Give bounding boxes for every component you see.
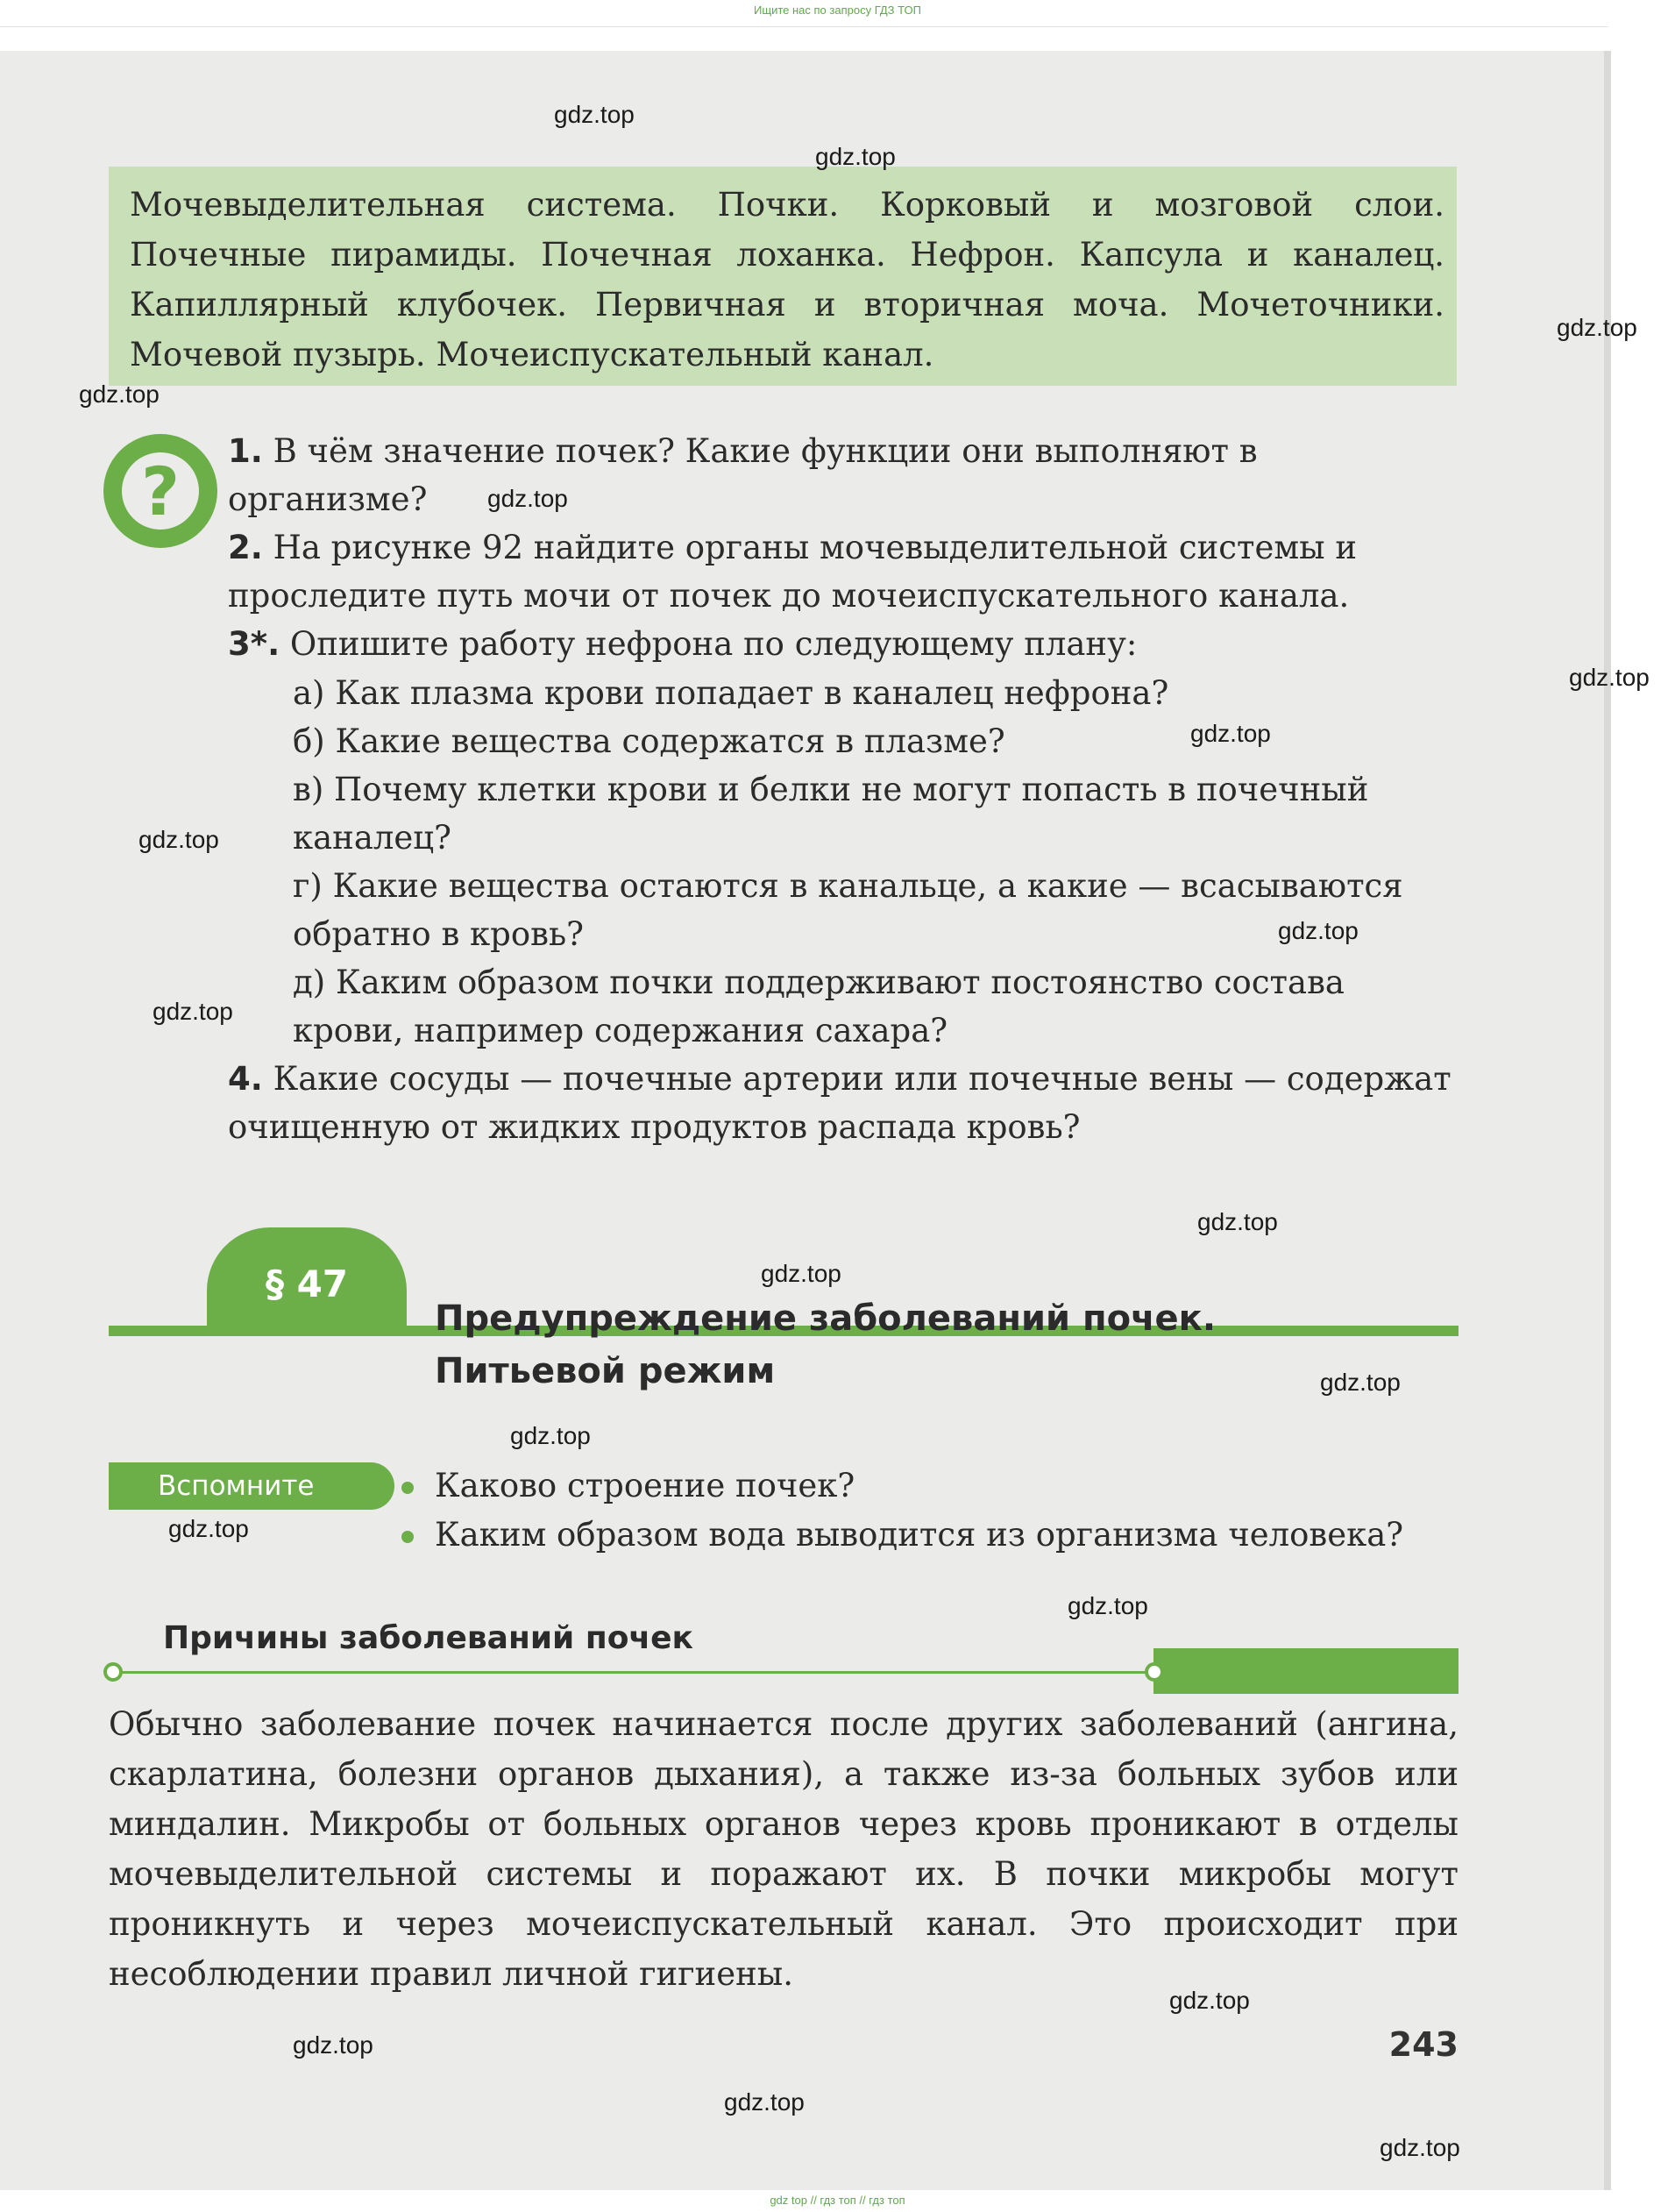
watermark: gdz.top	[138, 826, 219, 853]
watermark: gdz.top	[761, 1260, 841, 1287]
question-mark-icon: ?	[103, 434, 217, 548]
top-banner: Ищите нас по запросу ГДЗ ТОП	[754, 4, 921, 17]
watermark: gdz.top	[1557, 314, 1637, 341]
question-4	[228, 1055, 1457, 1151]
watermark: gdz.top	[1197, 1208, 1278, 1235]
question-text: Опишите работу нефрона по следующему плану:	[289, 625, 1138, 663]
question-text: Какие сосуды — почечные артерии или почечные вены — содержат очищенную от жидких продуктов распада кровь?	[228, 1060, 1451, 1146]
subheading: Причины заболеваний почек	[163, 1620, 693, 1656]
top-divider	[0, 26, 1608, 27]
watermark: gdz.top	[1190, 720, 1271, 747]
watermark: gdz.top	[487, 485, 568, 512]
question-text: В чём значение почек? Какие функции они выполняют в организме?	[228, 432, 1258, 518]
question-3c: в) Почему клетки крови и белки не могут попасть в почечный каналец?	[293, 771, 1369, 857]
question-3d: г) Какие вещества остаются в канальце, а какие — всасываются обратно в кровь?	[293, 867, 1403, 953]
watermark: gdz.top	[1068, 1592, 1148, 1619]
section-title-line-2: Питьевой режим	[435, 1351, 776, 1391]
question-number: 2.	[228, 529, 263, 566]
watermark: gdz.top	[510, 1422, 591, 1449]
body-paragraph: Обычно заболевание почек начинается после других заболеваний (ангина, скарлатина, болезни органов дыхания), а также из-за больных зубов или миндалин. Микробы от больных органов через кровь проникают в отделы мочевыделительной системы и поражают их. В почки микробы могут проникнуть и через мочеиспускательный канал. Это происходит при несоблюдении правил личной гигиены.	[109, 1705, 1459, 1993]
watermark: gdz.top	[1380, 2134, 1460, 2161]
watermark: gdz.top	[1278, 917, 1359, 944]
section-title-line-1: Предупреждение заболеваний почек.	[435, 1298, 1217, 1339]
watermark: gdz.top	[724, 2088, 805, 2116]
subheading-band	[1153, 1648, 1459, 1694]
watermark: gdz.top	[153, 998, 233, 1025]
watermark: gdz.top	[815, 143, 896, 170]
question-1	[228, 427, 1457, 523]
watermark: gdz.top	[1169, 1987, 1250, 2014]
question-3e: д) Каким образом почки поддерживают постоянство состава крови, например содержания сахара?	[293, 964, 1345, 1049]
question-number: 1.	[228, 432, 263, 470]
remember-item-1: Каково строение почек?	[435, 1467, 855, 1504]
bullet-dot-icon	[401, 1531, 414, 1543]
question-2	[228, 523, 1457, 620]
bullet-dot-icon	[401, 1482, 414, 1494]
rule-dot-icon	[1145, 1662, 1164, 1682]
remember-label: Вспомните	[109, 1462, 394, 1510]
question-3	[228, 620, 1457, 668]
watermark: gdz.top	[79, 381, 160, 408]
question-3a: а) Как плазма крови попадает в каналец нефрона?	[293, 674, 1169, 712]
question-number: 4.	[228, 1060, 263, 1098]
section-title	[435, 1292, 1434, 1398]
section-number: § 47	[265, 1262, 349, 1305]
watermark: gdz.top	[554, 101, 635, 128]
subheading-rule	[109, 1671, 1157, 1674]
key-terms-text: Мочевыделительная система. Почки. Корковый и мозговой слои. Почечные пирамиды. Почечная лоханка. Нефрон. Капсула и каналец. Капиллярный клубочек. Первичная и вторичная моча. Мочеточники. Мочевой пузырь. Мочеиспускательный канал.	[130, 186, 1444, 373]
watermark: gdz.top	[1569, 664, 1650, 691]
watermark: gdz.top	[168, 1515, 249, 1542]
watermark: gdz.top	[293, 2031, 373, 2059]
page-number: 243	[1388, 2025, 1459, 2064]
watermark: gdz.top	[1320, 1369, 1401, 1396]
page-edge	[1604, 51, 1611, 2190]
rule-dot-icon	[103, 1662, 123, 1682]
question-text: На рисунке 92 найдите органы мочевыделительной системы и проследите путь мочи от почек до мочеиспускательного канала.	[228, 529, 1358, 615]
question-number: 3*.	[228, 625, 280, 663]
question-3b: б) Какие вещества содержатся в плазме?	[293, 722, 1005, 760]
remember-item-2: Каким образом вода выводится из организма человека?	[435, 1516, 1404, 1554]
footer: gdz top // гдз топ // гдз топ	[770, 2194, 905, 2207]
